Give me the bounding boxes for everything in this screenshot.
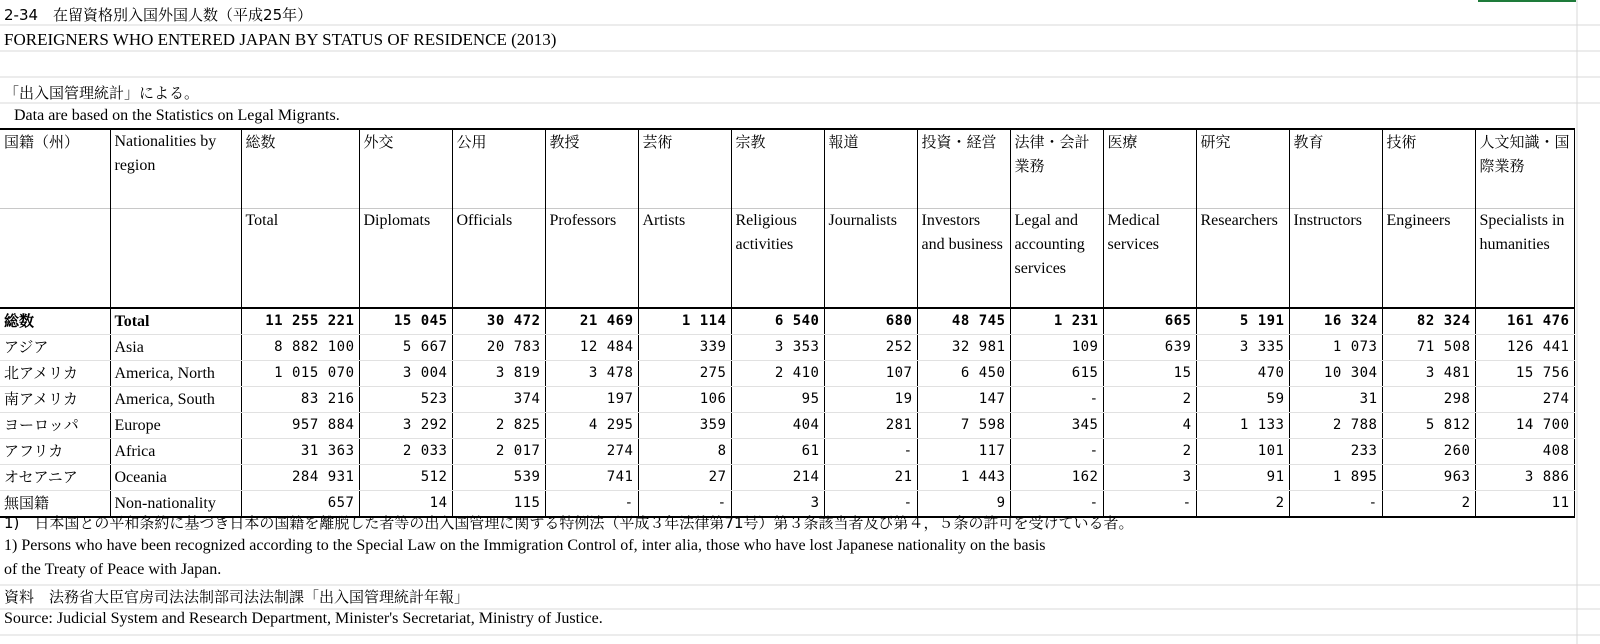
table-cell: 161 476 — [1475, 308, 1574, 335]
table-cell: 3 292 — [359, 413, 452, 439]
table-cell: 3 886 — [1475, 465, 1574, 491]
table-cell: 21 469 — [545, 308, 638, 335]
header-en-9: Investors and business — [917, 209, 1010, 309]
table-cell: 359 — [638, 413, 731, 439]
table-cell: 214 — [731, 465, 824, 491]
row-label-jp: アジア — [0, 335, 110, 361]
table-cell: 8 — [638, 439, 731, 465]
row-label-jp: 無国籍 — [0, 491, 110, 518]
table-row — [0, 439, 1574, 465]
header-jp-6: 芸術 — [638, 129, 731, 209]
data-table — [0, 128, 1575, 518]
note-jp: 「出入国管理統計」による。 — [4, 84, 200, 102]
table-cell: 274 — [545, 439, 638, 465]
row-label-jp: 総数 — [0, 308, 110, 335]
table-cell: 408 — [1475, 439, 1574, 465]
table-cell: - — [1010, 387, 1103, 413]
header-en-4: Officials — [452, 209, 545, 309]
table-cell: 2 788 — [1289, 413, 1382, 439]
table-cell: 109 — [1010, 335, 1103, 361]
table-cell: 2 410 — [731, 361, 824, 387]
table-cell: 95 — [731, 387, 824, 413]
table-cell: 470 — [1196, 361, 1289, 387]
row-label-en: America, North — [110, 361, 241, 387]
table-cell: 657 — [241, 491, 359, 518]
table-cell: 10 304 — [1289, 361, 1382, 387]
row-label-jp: ヨーロッパ — [0, 413, 110, 439]
table-cell: 3 481 — [1382, 361, 1475, 387]
table-cell: 639 — [1103, 335, 1196, 361]
footnote-en-line2: of the Treaty of Peace with Japan. — [4, 561, 222, 578]
table-cell: 539 — [452, 465, 545, 491]
table-cell: 8 882 100 — [241, 335, 359, 361]
header-jp-9: 投資・経営 — [917, 129, 1010, 209]
header-jp-1: Nationalities by region — [110, 129, 241, 209]
table-title-jp: 2-34 在留資格別入国外国人数（平成25年） — [4, 6, 313, 24]
table-cell: 1 015 070 — [241, 361, 359, 387]
table-cell: 3 478 — [545, 361, 638, 387]
header-en-6: Artists — [638, 209, 731, 309]
table-cell: 274 — [1475, 387, 1574, 413]
table-cell: 61 — [731, 439, 824, 465]
table-cell: 345 — [1010, 413, 1103, 439]
table-cell: 5 812 — [1382, 413, 1475, 439]
table-cell: 9 — [917, 491, 1010, 518]
table-cell: 1 073 — [1289, 335, 1382, 361]
header-en-15: Specialists in humanities — [1475, 209, 1574, 309]
table-cell: 1 443 — [917, 465, 1010, 491]
header-en-10: Legal and accounting services — [1010, 209, 1103, 309]
source-jp: 資料 法務省大臣官房司法法制部司法法制課「出入国管理統計年報」 — [4, 588, 470, 606]
table-cell: - — [1010, 491, 1103, 518]
footnote-jp: 1) 日本国との平和条約に基づき日本の国籍を離脱した者等の出入国管理に関する特例法（平成３年法律第71号）第３条該当者及び第４，５条の許可を受けている者。 — [4, 514, 1134, 532]
header-jp-13: 教育 — [1289, 129, 1382, 209]
table-cell: 3 — [1103, 465, 1196, 491]
row-label-jp: 北アメリカ — [0, 361, 110, 387]
table-cell: 957 884 — [241, 413, 359, 439]
table-cell: 14 — [359, 491, 452, 518]
table-row — [0, 465, 1574, 491]
header-jp-12: 研究 — [1196, 129, 1289, 209]
header-en-7: Religious activities — [731, 209, 824, 309]
header-jp-0: 国籍（州） — [0, 129, 110, 209]
table-cell: 71 508 — [1382, 335, 1475, 361]
header-jp-5: 教授 — [545, 129, 638, 209]
row-label-en: Non-nationality — [110, 491, 241, 518]
header-jp-11: 医療 — [1103, 129, 1196, 209]
table-cell: 252 — [824, 335, 917, 361]
header-en-2: Total — [241, 209, 359, 309]
table-cell: 115 — [452, 491, 545, 518]
table-cell: 3 004 — [359, 361, 452, 387]
table-cell: 101 — [1196, 439, 1289, 465]
header-jp-14: 技術 — [1382, 129, 1475, 209]
table-cell: 162 — [1010, 465, 1103, 491]
table-cell: - — [1103, 491, 1196, 518]
table-cell: - — [824, 491, 917, 518]
table-cell: - — [1289, 491, 1382, 518]
header-jp-3: 外交 — [359, 129, 452, 209]
table-cell: 1 895 — [1289, 465, 1382, 491]
table-cell: 275 — [638, 361, 731, 387]
source-en: Source: Judicial System and Research Department, Minister's Secretariat, Ministry of Justice. — [4, 610, 603, 627]
table-title-en: FOREIGNERS WHO ENTERED JAPAN BY STATUS OF RESIDENCE (2013) — [4, 30, 557, 49]
table-cell: 91 — [1196, 465, 1289, 491]
table-cell: 19 — [824, 387, 917, 413]
table-row — [0, 387, 1574, 413]
table-cell: 680 — [824, 308, 917, 335]
header-jp-10: 法律・会計業務 — [1010, 129, 1103, 209]
table-cell: 741 — [545, 465, 638, 491]
header-en-3: Diplomats — [359, 209, 452, 309]
row-label-en: Asia — [110, 335, 241, 361]
table-cell: 1 231 — [1010, 308, 1103, 335]
table-cell: 82 324 — [1382, 308, 1475, 335]
table-cell: 7 598 — [917, 413, 1010, 439]
table-cell: 5 191 — [1196, 308, 1289, 335]
table-cell: 14 700 — [1475, 413, 1574, 439]
table-cell: 11 — [1475, 491, 1574, 518]
table-cell: - — [638, 491, 731, 518]
table-cell: 31 363 — [241, 439, 359, 465]
table-cell: 3 335 — [1196, 335, 1289, 361]
header-en-11: Medical services — [1103, 209, 1196, 309]
table-cell: 2 825 — [452, 413, 545, 439]
table-cell: 260 — [1382, 439, 1475, 465]
header-jp-4: 公用 — [452, 129, 545, 209]
table-cell: 107 — [824, 361, 917, 387]
table-cell: 30 472 — [452, 308, 545, 335]
table-row — [0, 308, 1574, 335]
table-cell: 15 756 — [1475, 361, 1574, 387]
table-cell: 15 045 — [359, 308, 452, 335]
table-cell: 3 353 — [731, 335, 824, 361]
header-en-12: Researchers — [1196, 209, 1289, 309]
table-cell: 1 133 — [1196, 413, 1289, 439]
header-jp-15: 人文知識・国際業務 — [1475, 129, 1574, 209]
row-label-jp: オセアニア — [0, 465, 110, 491]
table-cell: 4 — [1103, 413, 1196, 439]
table-cell: 3 — [731, 491, 824, 518]
header-jp-8: 報道 — [824, 129, 917, 209]
header-en-13: Instructors — [1289, 209, 1382, 309]
table-cell: 27 — [638, 465, 731, 491]
table-cell: 298 — [1382, 387, 1475, 413]
table-cell: 2 — [1103, 439, 1196, 465]
table-cell: 2 017 — [452, 439, 545, 465]
table-cell: 2 — [1196, 491, 1289, 518]
table-cell: 21 — [824, 465, 917, 491]
table-cell: 20 783 — [452, 335, 545, 361]
header-jp-7: 宗教 — [731, 129, 824, 209]
table-cell: 284 931 — [241, 465, 359, 491]
table-cell: 233 — [1289, 439, 1382, 465]
row-label-jp: アフリカ — [0, 439, 110, 465]
table-cell: - — [1010, 439, 1103, 465]
table-cell: 374 — [452, 387, 545, 413]
header-en-1 — [110, 209, 241, 309]
table-cell: - — [824, 439, 917, 465]
table-cell: 5 667 — [359, 335, 452, 361]
row-label-en: America, South — [110, 387, 241, 413]
table-cell: 281 — [824, 413, 917, 439]
table-cell: 31 — [1289, 387, 1382, 413]
table-cell: 6 540 — [731, 308, 824, 335]
header-en-8: Journalists — [824, 209, 917, 309]
table-cell: 15 — [1103, 361, 1196, 387]
table-cell: 126 441 — [1475, 335, 1574, 361]
table-cell: 2 — [1382, 491, 1475, 518]
table-cell: 615 — [1010, 361, 1103, 387]
table-cell: 11 255 221 — [241, 308, 359, 335]
table-cell: 963 — [1382, 465, 1475, 491]
table-cell: 6 450 — [917, 361, 1010, 387]
table-cell: 16 324 — [1289, 308, 1382, 335]
table-cell: 106 — [638, 387, 731, 413]
table-row — [0, 361, 1574, 387]
table-cell: 404 — [731, 413, 824, 439]
row-label-jp: 南アメリカ — [0, 387, 110, 413]
header-en-0 — [0, 209, 110, 309]
table-cell: 1 114 — [638, 308, 731, 335]
table-cell: 2 — [1103, 387, 1196, 413]
table-cell: 523 — [359, 387, 452, 413]
header-en-14: Engineers — [1382, 209, 1475, 309]
table-cell: 12 484 — [545, 335, 638, 361]
row-label-en: Africa — [110, 439, 241, 465]
table-cell: 339 — [638, 335, 731, 361]
table-cell: 117 — [917, 439, 1010, 465]
table-cell: 147 — [917, 387, 1010, 413]
table-cell: 59 — [1196, 387, 1289, 413]
note-en: Data are based on the Statistics on Legal Migrants. — [14, 107, 340, 124]
table-cell: 665 — [1103, 308, 1196, 335]
table-cell: 197 — [545, 387, 638, 413]
table-cell: 3 819 — [452, 361, 545, 387]
row-label-en: Oceania — [110, 465, 241, 491]
row-label-en: Total — [110, 308, 241, 335]
table-cell: 4 295 — [545, 413, 638, 439]
table-cell: 83 216 — [241, 387, 359, 413]
table-cell: 48 745 — [917, 308, 1010, 335]
table-row — [0, 335, 1574, 361]
table-cell: 512 — [359, 465, 452, 491]
table-cell: - — [545, 491, 638, 518]
header-jp-2: 総数 — [241, 129, 359, 209]
table-row — [0, 413, 1574, 439]
row-label-en: Europe — [110, 413, 241, 439]
table-cell: 32 981 — [917, 335, 1010, 361]
footnote-en-line1: 1) Persons who have been recognized according to the Special Law on the Immigration Control of, inter alia, those who have lost Japanese nationality on the basis — [4, 537, 1046, 554]
header-en-5: Professors — [545, 209, 638, 309]
table-cell: 2 033 — [359, 439, 452, 465]
